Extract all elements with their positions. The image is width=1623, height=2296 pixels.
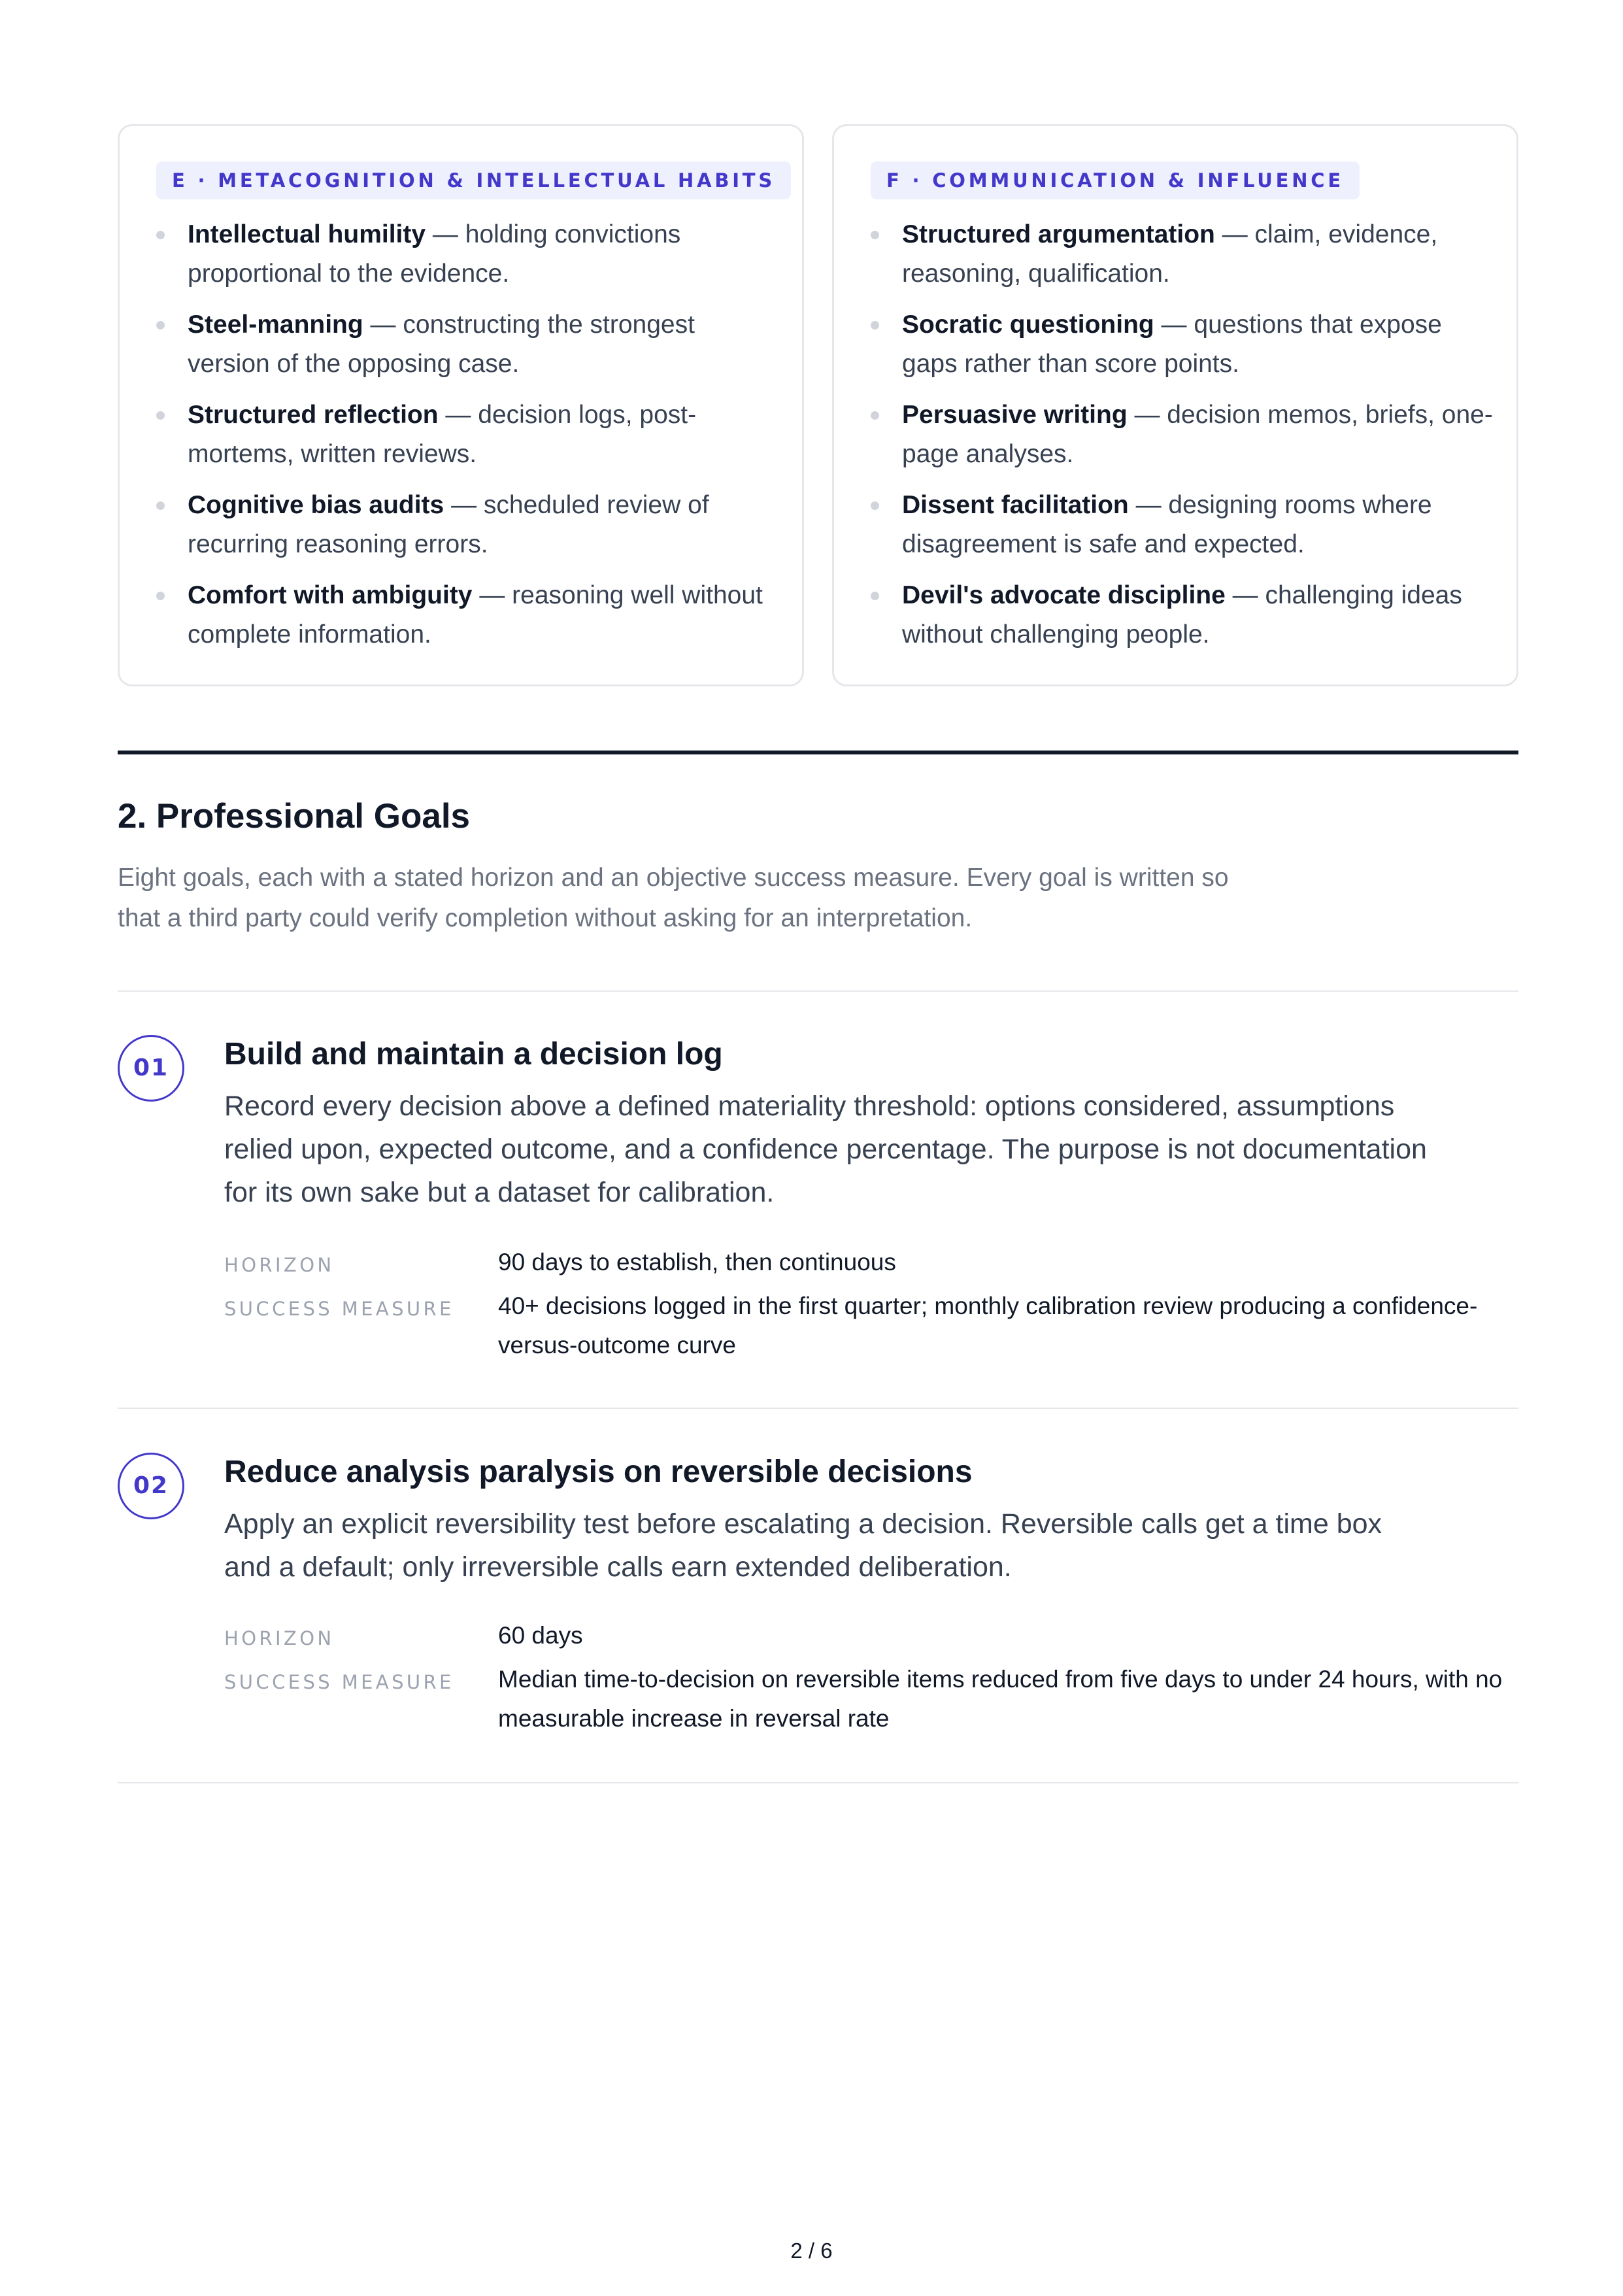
bullet-icon: [871, 501, 879, 510]
bullet-icon: [871, 411, 879, 420]
item-desc: — decision logs, post-mortems, written reviews.: [188, 401, 697, 468]
item-term: Socratic questioning: [902, 311, 1154, 339]
horizon-value: 60 days: [498, 1622, 583, 1649]
item-desc: — claim, evidence, reasoning, qualification.: [902, 220, 1438, 288]
goal-title: Build and maintain a decision log: [224, 1037, 723, 1072]
item-term: Structured reflection: [188, 401, 439, 429]
item-term: Persuasive writing: [902, 401, 1128, 429]
list-item: [156, 576, 784, 654]
page-number: 2 / 6: [790, 2238, 833, 2263]
goal-description: Record every decision above a defined materiality threshold: options considered, assumptions relied upon, expected outcome, and a confidence percentage. The purpose is not documentation for its own sake but a dataset for calibration.: [224, 1090, 1427, 1208]
list-item: [871, 576, 1498, 654]
horizon-value: 90 days to establish, then continuous: [498, 1249, 896, 1275]
item-desc: — holding convictions proportional to the evidence.: [188, 220, 681, 288]
success-measure-value: 40+ decisions logged in the first quarter; monthly calibration review producing a confidence-versus-outcome curve: [498, 1292, 1478, 1359]
success-measure-label: SUCCESS MEASURE: [224, 1671, 454, 1693]
list-item: [156, 486, 784, 564]
list-item: [871, 486, 1498, 564]
section-intro: Eight goals, each with a stated horizon and an objective success measure. Every goal is written so that a third party could verify completion without asking for an interpretation.: [118, 864, 1229, 932]
item-term: Steel-manning: [188, 311, 363, 339]
bullet-icon: [871, 321, 879, 329]
bullet-icon: [871, 231, 879, 239]
card-heading: F · COMMUNICATION & INFLUENCE: [871, 161, 1360, 199]
item-desc: — challenging ideas without challenging people.: [902, 581, 1462, 649]
bullet-icon: [156, 321, 165, 329]
bullet-icon: [156, 231, 165, 239]
list-item: [871, 215, 1498, 294]
list-item: [156, 215, 784, 294]
goal-description: Apply an explicit reversibility test before escalating a decision. Reversible calls get a time box and a default; only irreversible calls earn extended deliberation.: [224, 1508, 1382, 1583]
item-term: Cognitive bias audits: [188, 491, 444, 519]
item-term: Structured argumentation: [902, 220, 1215, 248]
item-term: Comfort with ambiguity: [188, 581, 473, 609]
item-term: Dissent facilitation: [902, 491, 1129, 519]
bullet-icon: [871, 592, 879, 600]
horizon-label: HORIZON: [224, 1627, 335, 1649]
item-desc: — constructing the strongest version of the opposing case.: [188, 311, 695, 378]
goal-title: Reduce analysis paralysis on reversible decisions: [224, 1455, 973, 1489]
horizon-label: HORIZON: [224, 1254, 335, 1276]
goal-number: 02: [118, 1453, 184, 1519]
goal-number: 01: [118, 1035, 184, 1102]
divider: [118, 1782, 1518, 1783]
skill-cards: [118, 124, 1518, 689]
bullet-list: [871, 215, 1498, 666]
item-desc: — questions that expose gaps rather than score points.: [902, 311, 1442, 378]
section-divider: [118, 751, 1518, 754]
bullet-list: [156, 215, 784, 666]
bullet-icon: [156, 592, 165, 600]
bullet-icon: [156, 501, 165, 510]
divider: [118, 990, 1518, 992]
divider: [118, 1408, 1518, 1409]
item-desc: — scheduled review of recurring reasoning errors.: [188, 491, 709, 558]
item-desc: — decision memos, briefs, one-page analyses.: [902, 401, 1493, 468]
bullet-icon: [156, 411, 165, 420]
card-communication: [832, 124, 1518, 686]
section-title: 2. Professional Goals: [118, 797, 471, 836]
list-item: [871, 396, 1498, 474]
item-term: Intellectual humility: [188, 220, 426, 248]
list-item: [156, 305, 784, 384]
item-desc: — designing rooms where disagreement is safe and expected.: [902, 491, 1432, 558]
list-item: [871, 305, 1498, 384]
card-heading: E · METACOGNITION & INTELLECTUAL HABITS: [156, 161, 791, 199]
item-desc: — reasoning well without complete information.: [188, 581, 763, 649]
item-term: Devil's advocate discipline: [902, 581, 1226, 609]
success-measure-label: SUCCESS MEASURE: [224, 1298, 454, 1320]
list-item: [156, 396, 784, 474]
success-measure-value: Median time-to-decision on reversible items reduced from five days to under 24 hours, with no measurable increase in reversal rate: [498, 1666, 1503, 1732]
card-metacognition: [118, 124, 804, 686]
